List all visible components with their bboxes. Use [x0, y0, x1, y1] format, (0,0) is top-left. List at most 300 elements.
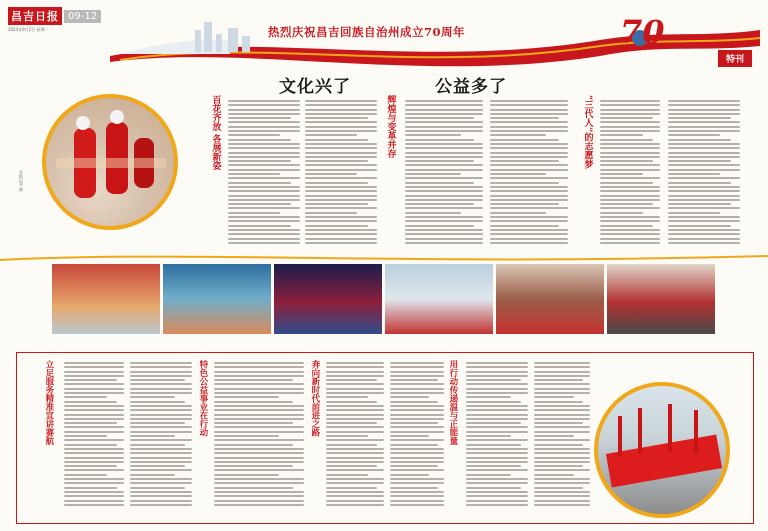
text-line [600, 195, 660, 197]
text-line [326, 461, 384, 463]
text-line [466, 392, 528, 394]
text-line [600, 130, 660, 132]
text-line [405, 139, 474, 141]
text-line [214, 448, 304, 450]
text-line [214, 461, 304, 463]
text-line [228, 169, 300, 171]
text-line [490, 117, 559, 119]
text-line [214, 414, 304, 416]
text-line [64, 444, 117, 446]
text-line [490, 186, 568, 188]
text-line [130, 422, 185, 424]
text-line [228, 199, 300, 201]
text-line [466, 396, 511, 398]
text-line [305, 212, 357, 214]
text-line [130, 379, 185, 381]
text-line [64, 448, 124, 450]
text-line [390, 396, 429, 398]
text-line [305, 229, 377, 231]
text-line [390, 469, 444, 471]
text-line [668, 164, 740, 166]
text-line [326, 495, 384, 497]
text-line [214, 439, 304, 441]
text-line [405, 199, 483, 201]
text-line [214, 409, 304, 411]
article-text-1b [305, 100, 377, 250]
text-line [490, 139, 559, 141]
text-line [228, 104, 300, 106]
text-line [228, 139, 291, 141]
text-line [600, 143, 660, 145]
text-line [668, 229, 740, 231]
text-line [130, 474, 175, 476]
text-line [390, 375, 444, 377]
text-line [534, 500, 590, 502]
banner-title: 热烈庆祝昌吉回族自治州成立70周年 [268, 25, 466, 39]
text-line [534, 504, 590, 506]
text-line [534, 375, 590, 377]
text-line [130, 457, 192, 459]
article-text-4b [130, 362, 192, 512]
text-line [228, 186, 300, 188]
text-line [64, 405, 124, 407]
text-line [214, 405, 304, 407]
text-line [490, 100, 568, 102]
text-line [466, 426, 528, 428]
text-line [466, 379, 521, 381]
text-line [390, 401, 438, 403]
article-text-7b [534, 362, 590, 512]
text-line [228, 203, 291, 205]
text-line [228, 238, 300, 240]
text-line [600, 182, 653, 184]
text-line [390, 500, 444, 502]
text-line [668, 152, 740, 154]
text-line [130, 396, 175, 398]
text-line [405, 233, 483, 235]
text-line [390, 362, 444, 364]
text-line [326, 379, 377, 381]
text-line [214, 474, 279, 476]
text-line [466, 439, 528, 441]
text-line [305, 104, 377, 106]
text-line [305, 182, 368, 184]
text-line [668, 156, 740, 158]
text-line [214, 482, 304, 484]
text-line [600, 139, 653, 141]
text-line [130, 504, 192, 506]
text-line [490, 242, 568, 244]
text-line [600, 220, 660, 222]
text-line [214, 504, 304, 506]
text-line [534, 388, 590, 390]
text-line [64, 375, 124, 377]
text-line [228, 220, 300, 222]
text-line [466, 431, 528, 433]
text-line [214, 478, 304, 480]
text-line [466, 504, 528, 506]
text-line [305, 169, 377, 171]
text-line [326, 465, 377, 467]
text-line [534, 487, 583, 489]
article-text-1 [228, 100, 300, 250]
article-title-5: 特色公益事业在行动 [197, 360, 208, 437]
text-line [490, 109, 568, 111]
text-line [326, 405, 384, 407]
text-line [228, 113, 300, 115]
text-line [390, 405, 444, 407]
text-line [130, 461, 192, 463]
section-tag: 特刊 [718, 50, 752, 67]
text-line [214, 392, 304, 394]
text-line [600, 242, 660, 244]
text-line [668, 104, 740, 106]
text-line [214, 457, 304, 459]
text-line [534, 401, 583, 403]
text-line [668, 186, 740, 188]
text-line [668, 147, 740, 149]
text-line [466, 418, 528, 420]
text-line [405, 186, 483, 188]
article-text-5 [214, 362, 304, 512]
article-title-7: 用行动传递温与正能量 [447, 360, 458, 445]
text-line [600, 164, 660, 166]
text-line [490, 134, 546, 136]
text-line [214, 371, 304, 373]
text-line [305, 216, 377, 218]
text-line [390, 444, 438, 446]
text-line [228, 225, 291, 227]
text-line [668, 199, 740, 201]
text-line [305, 121, 377, 123]
text-line [390, 435, 429, 437]
text-line [600, 212, 643, 214]
text-line [305, 177, 377, 179]
text-line [600, 121, 660, 123]
text-line [130, 375, 192, 377]
text-line [64, 500, 124, 502]
text-line [64, 371, 124, 373]
text-line [390, 418, 444, 420]
text-line [64, 388, 124, 390]
text-line [466, 383, 528, 385]
text-line [466, 362, 528, 364]
text-line [534, 482, 590, 484]
text-line [534, 465, 583, 467]
text-line [326, 482, 384, 484]
text-line [490, 160, 559, 162]
text-line [228, 195, 300, 197]
text-line [390, 383, 444, 385]
text-line [214, 435, 279, 437]
text-line [668, 220, 740, 222]
text-line [305, 130, 377, 132]
text-line [130, 431, 192, 433]
text-line [305, 220, 377, 222]
text-line [600, 126, 660, 128]
text-line [326, 478, 384, 480]
text-line [490, 143, 568, 145]
text-line [130, 426, 192, 428]
text-line [390, 431, 444, 433]
text-line [390, 478, 444, 480]
text-line [490, 156, 568, 158]
strip-photo-5 [496, 264, 604, 334]
text-line [534, 392, 590, 394]
text-line [326, 439, 384, 441]
text-line [490, 169, 568, 171]
text-line [326, 371, 384, 373]
text-line [214, 495, 304, 497]
photo-caption: 本报记者 摄 [19, 170, 24, 192]
text-line [600, 177, 660, 179]
text-line [214, 491, 304, 493]
text-line [534, 478, 590, 480]
text-line [534, 383, 590, 385]
text-line [534, 439, 590, 441]
text-line [326, 392, 384, 394]
text-line [228, 121, 300, 123]
text-line [130, 418, 192, 420]
text-line [405, 121, 483, 123]
text-line [305, 117, 368, 119]
text-line [405, 216, 483, 218]
text-line [326, 414, 384, 416]
text-line [64, 401, 117, 403]
text-line [228, 233, 300, 235]
text-line [305, 195, 377, 197]
text-line [600, 117, 653, 119]
text-line [228, 160, 291, 162]
text-line [534, 409, 590, 411]
text-line [390, 426, 444, 428]
text-line [130, 405, 192, 407]
article-text-2 [405, 100, 483, 250]
text-line [64, 414, 124, 416]
text-line [130, 495, 192, 497]
text-line [214, 422, 293, 424]
article-text-3 [600, 100, 660, 250]
headline-right: 公益多了 [435, 77, 507, 97]
text-line [600, 216, 660, 218]
text-line [214, 487, 293, 489]
text-line [466, 401, 521, 403]
text-line [390, 409, 444, 411]
text-line [130, 500, 192, 502]
text-line [305, 238, 377, 240]
text-line [64, 469, 124, 471]
text-line [214, 452, 304, 454]
text-line [64, 439, 124, 441]
masthead [8, 8, 101, 24]
text-line [405, 143, 483, 145]
text-line [466, 495, 528, 497]
text-line [405, 238, 483, 240]
text-line [64, 474, 107, 476]
text-line [214, 362, 304, 364]
article-text-6 [326, 362, 384, 512]
text-line [534, 444, 583, 446]
text-line [490, 233, 568, 235]
text-line [600, 152, 660, 154]
text-line [466, 366, 528, 368]
text-line [600, 173, 643, 175]
text-line [326, 487, 377, 489]
text-line [130, 435, 175, 437]
text-line [326, 491, 384, 493]
text-line [228, 164, 300, 166]
text-line [305, 113, 377, 115]
article-text-2b [490, 100, 568, 250]
text-line [490, 207, 568, 209]
text-line [64, 418, 124, 420]
text-line [600, 109, 660, 111]
text-line [534, 396, 574, 398]
text-line [305, 190, 377, 192]
text-line [228, 207, 300, 209]
text-line [305, 242, 377, 244]
text-line [326, 444, 377, 446]
article-title-3: “三代人”的志愿梦 [582, 95, 593, 169]
text-line [534, 495, 590, 497]
text-line [405, 147, 483, 149]
text-line [64, 409, 124, 411]
text-line [390, 487, 438, 489]
text-line [228, 212, 280, 214]
text-line [390, 379, 438, 381]
text-line [228, 173, 280, 175]
text-line [305, 100, 377, 102]
text-line [466, 500, 528, 502]
text-line [228, 216, 300, 218]
text-line [326, 362, 384, 364]
text-line [405, 100, 483, 102]
text-line [214, 426, 304, 428]
text-line [130, 482, 192, 484]
text-line [214, 418, 304, 420]
text-line [600, 134, 643, 136]
text-line [390, 388, 444, 390]
text-line [390, 482, 444, 484]
text-line [130, 388, 192, 390]
text-line [305, 186, 377, 188]
text-line [64, 396, 107, 398]
text-line [305, 173, 357, 175]
text-line [130, 371, 192, 373]
text-line [305, 139, 368, 141]
text-line [405, 104, 483, 106]
text-line [305, 143, 377, 145]
text-line [228, 147, 300, 149]
text-line [534, 469, 590, 471]
text-line [405, 229, 483, 231]
text-line [130, 401, 185, 403]
text-line [466, 444, 521, 446]
text-line [405, 130, 483, 132]
text-line [534, 371, 590, 373]
text-line [130, 478, 192, 480]
text-line [466, 414, 528, 416]
text-line [490, 126, 568, 128]
text-line [305, 164, 377, 166]
text-line [405, 173, 461, 175]
text-line [668, 121, 740, 123]
text-line [600, 238, 660, 240]
text-line [668, 177, 740, 179]
text-line [490, 164, 568, 166]
article-title-2: 辉煌与变革并存 [385, 95, 396, 158]
text-line [64, 383, 124, 385]
text-line [490, 195, 568, 197]
text-line [405, 156, 483, 158]
text-line [668, 212, 720, 214]
text-line [130, 362, 192, 364]
text-line [534, 422, 583, 424]
text-line [64, 435, 107, 437]
text-line [668, 238, 740, 240]
text-line [600, 190, 660, 192]
text-line [326, 452, 384, 454]
text-line [600, 113, 660, 115]
text-line [326, 409, 384, 411]
text-line [228, 229, 300, 231]
text-line [130, 414, 192, 416]
text-line [305, 225, 368, 227]
text-line [668, 113, 740, 115]
text-line [305, 109, 377, 111]
text-line [228, 117, 291, 119]
newspaper-logo: 昌吉日报 [8, 7, 62, 25]
text-line [130, 487, 185, 489]
text-line [668, 160, 731, 162]
text-line [466, 371, 528, 373]
text-line [214, 465, 293, 467]
text-line [405, 203, 474, 205]
strip-photo-3 [274, 264, 382, 334]
text-line [214, 388, 304, 390]
text-line [600, 199, 660, 201]
text-line [64, 504, 124, 506]
text-line [305, 134, 357, 136]
text-line [390, 366, 444, 368]
text-line [390, 465, 438, 467]
text-line [64, 362, 124, 364]
text-line [490, 177, 568, 179]
text-line [490, 229, 568, 231]
text-line [490, 238, 568, 240]
text-line [64, 392, 124, 394]
text-line [305, 207, 377, 209]
text-line [390, 414, 444, 416]
text-line [405, 242, 483, 244]
text-line [600, 203, 653, 205]
text-line [214, 444, 293, 446]
text-line [405, 195, 483, 197]
text-line [326, 422, 377, 424]
text-line [64, 452, 124, 454]
text-line [534, 491, 590, 493]
text-line [405, 117, 474, 119]
text-line [534, 448, 590, 450]
text-line [130, 452, 192, 454]
text-line [534, 431, 590, 433]
text-line [490, 121, 568, 123]
text-line [405, 113, 483, 115]
text-line [534, 461, 590, 463]
text-line [214, 500, 304, 502]
text-line [534, 366, 590, 368]
text-line [326, 504, 384, 506]
